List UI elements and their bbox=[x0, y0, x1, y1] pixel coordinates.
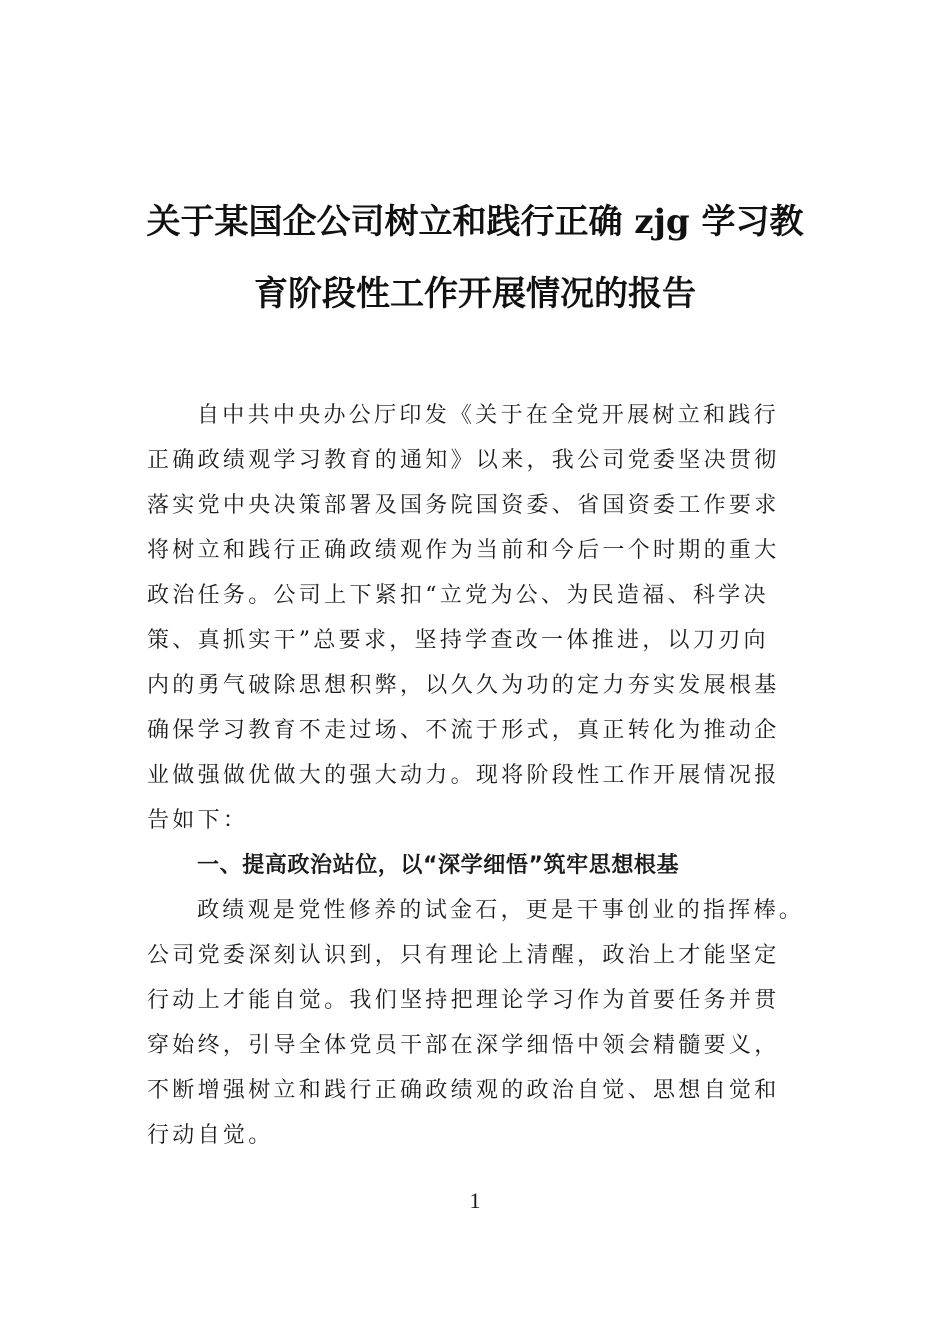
paragraph-1-line: 告如下： bbox=[147, 808, 249, 833]
paragraph-2-line: 穿始终，引导全体党员干部在深学细悟中领会精髓要义， bbox=[147, 1033, 780, 1058]
page-number: 1 bbox=[469, 1188, 481, 1213]
paragraph-1-line: 政治任务。公司上下紧扣“立党为公、为民造福、科学决 bbox=[147, 583, 769, 608]
document-title-line-2: 育阶段性工作开展情况的报告 bbox=[254, 274, 696, 314]
paragraph-2-line: 公司党委深刻认识到，只有理论上清醒，政治上才能坚定 bbox=[147, 943, 780, 968]
paragraph-2-line: 不断增强树立和践行正确政绩观的政治自觉、思想自觉和 bbox=[147, 1078, 780, 1103]
section-1-heading: 一、提高政治站位，以“深学细悟”筑牢思想根基 bbox=[197, 853, 680, 878]
paragraph-1-line: 策、真抓实干”总要求，坚持学查改一体推进，以刀刃向 bbox=[147, 628, 769, 653]
paragraph-2-line: 政绩观是党性修养的试金石，更是干事创业的指挥棒。 bbox=[197, 898, 805, 923]
paragraph-2-line: 行动自觉。 bbox=[147, 1123, 274, 1148]
paragraph-1-line: 将树立和践行正确政绩观作为当前和今后一个时期的重大 bbox=[147, 538, 780, 563]
paragraph-1-line: 确保学习教育不走过场、不流于形式，真正转化为推动企 bbox=[147, 718, 780, 743]
paragraph-1-line: 自中共中央办公厅印发《关于在全党开展树立和践行 bbox=[197, 403, 779, 428]
paragraph-2-line: 行动上才能自觉。我们坚持把理论学习作为首要任务并贯 bbox=[147, 988, 780, 1013]
paragraph-1-line: 正确政绩观学习教育的通知》以来，我公司党委坚决贯彻 bbox=[147, 448, 780, 473]
paragraph-1-line: 内的勇气破除思想积弊，以久久为功的定力夯实发展根基 bbox=[147, 673, 780, 698]
document-title-line-1: 关于某国企公司树立和践行正确 zjg 学习教 bbox=[146, 202, 804, 242]
paragraph-1-line: 业做强做优做大的强大动力。现将阶段性工作开展情况报 bbox=[147, 763, 780, 788]
paragraph-1-line: 落实党中央决策部署及国务院国资委、省国资委工作要求 bbox=[147, 493, 780, 518]
